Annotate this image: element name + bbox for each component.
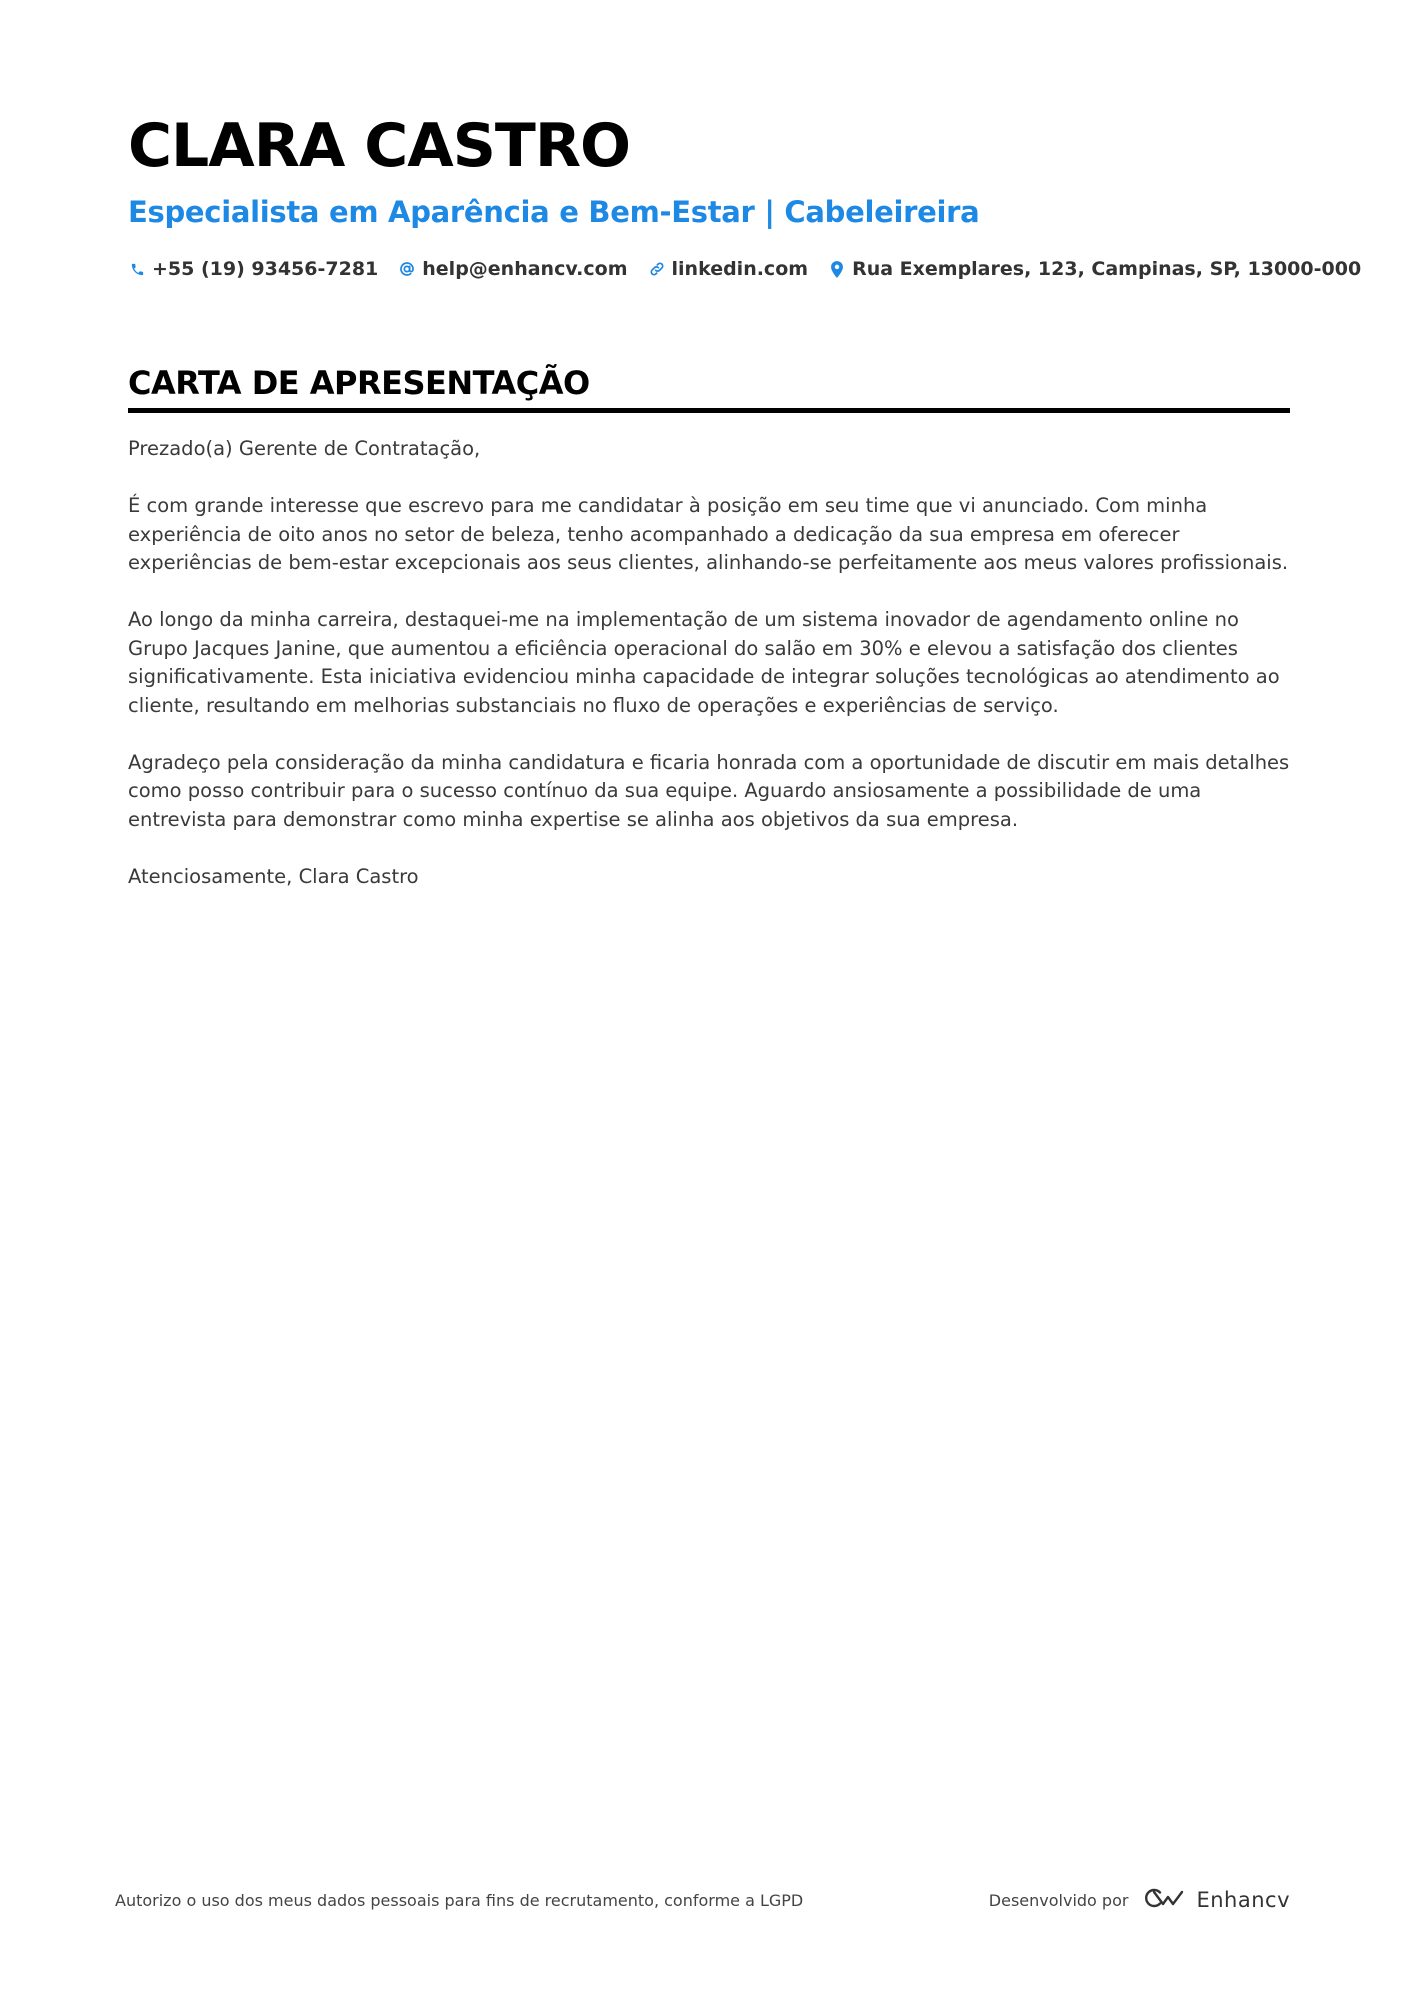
letter-paragraph: Ao longo da minha carreira, destaquei-me na implementação de um sistema inovador de agendamento online no Grupo Jacques Janine, que aumentou a eficiência operacional do salão em 30% e elevou a satisfação dos clientes significativamente. Esta iniciativa evidenciou minha capacidade de integrar soluções tecnológicas ao atendimento ao cliente, resultando em melhorias substanciais no fluxo de operações e experiências de serviço. xyxy=(128,608,1280,717)
at-icon xyxy=(398,260,416,278)
consent-text: Autorizo o uso dos meus dados pessoais para fins de recrutamento, conforme a LGPD xyxy=(115,1890,804,1910)
letter-paragraph: Agradeço pela consideração da minha candidatura e ficaria honrada com a oportunidade de discutir em mais detalhes como posso contribuir para o sucesso contínuo da sua equipe. Aguardo ansiosamente a possibilidade de uma entrevista para demonstrar como minha expertise se alinha aos objetivos da sua empresa. xyxy=(128,750,1290,831)
letter-closing: Atenciosamente, Clara Castro xyxy=(128,864,419,888)
contact-email[interactable] xyxy=(398,258,627,280)
candidate-title: Especialista em Aparência e Bem-Estar | Cabeleireira xyxy=(128,195,980,229)
phone-icon xyxy=(128,260,146,278)
section-title: CARTA DE APRESENTAÇÃO xyxy=(128,362,1290,413)
powered-by[interactable] xyxy=(989,1886,1290,1914)
address-text: Rua Exemplares, 123, Campinas, SP, 13000-000 xyxy=(852,258,1362,280)
page-footer xyxy=(115,1886,1290,1914)
letter-greeting: Prezado(a) Gerente de Contratação, xyxy=(128,437,481,460)
contact-phone xyxy=(128,258,378,280)
brand-name: Enhancv xyxy=(1196,1888,1290,1912)
contact-linkedin[interactable] xyxy=(648,258,809,280)
letter-paragraph: É com grande interesse que escrevo para me candidatar à posição em seu time que vi anunciado. Com minha experiência de oito anos no setor de beleza, tenho acompanhado a dedicação da sua empresa em oferecer experiências de bem-estar excepcionais aos seus clientes, alinhando-se perfeitamente aos meus valores profissionais. xyxy=(128,494,1289,574)
brand-logo xyxy=(1140,1886,1290,1914)
linkedin-text: linkedin.com xyxy=(671,258,809,280)
cover-letter-page xyxy=(128,108,1362,920)
location-pin-icon xyxy=(828,260,846,278)
phone-text: +55 (19) 93456-7281 xyxy=(152,258,379,280)
enhancv-logo-icon xyxy=(1140,1886,1186,1914)
letter-body xyxy=(128,435,1290,891)
contact-address xyxy=(828,258,1361,280)
powered-by-label: Desenvolvido por xyxy=(988,1890,1129,1910)
candidate-name: CLARA CASTRO xyxy=(128,111,631,181)
email-text: help@enhancv.com xyxy=(422,258,628,280)
contact-bar xyxy=(128,254,1362,284)
link-icon xyxy=(648,260,666,278)
